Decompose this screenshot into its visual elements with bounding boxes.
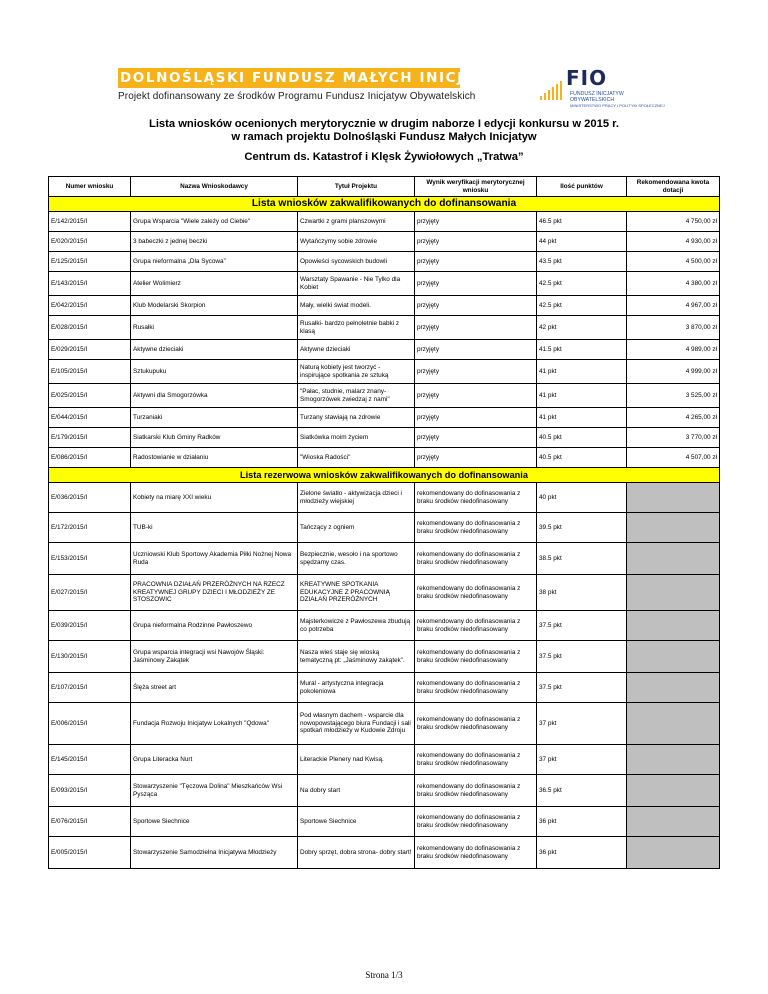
- project-title: Mural - artystyczna integracja pokoleniowa: [298, 673, 415, 703]
- verification-result: rekomendowany do dofinasowania z braku środków niedofinasowany: [415, 703, 537, 745]
- results-table: [48, 176, 720, 869]
- verification-result: przyjęty: [415, 316, 537, 340]
- applicant-name: Turzaniaki: [131, 408, 298, 428]
- grant-amount-empty: [627, 611, 720, 641]
- verification-result: rekomendowany do dofinasowania z braku środków niedofinasowany: [415, 641, 537, 673]
- verification-result: rekomendowany do dofinasowania z braku środków niedofinasowany: [415, 775, 537, 807]
- grant-amount: 4 500,00 zł: [627, 252, 720, 272]
- fio-logo-line1: FUNDUSZ INICJATYW: [570, 91, 624, 97]
- fio-logo: [540, 66, 665, 108]
- project-title: Mały, wielki świat modeli.: [298, 296, 415, 316]
- points: 37 pkt: [537, 745, 627, 775]
- column-header: Numer wniosku: [49, 177, 131, 197]
- grant-amount: 4 507,00 zł: [627, 448, 720, 468]
- project-title: Warsztaty Spawanie - Nie Tylko dla Kobiet: [298, 272, 415, 296]
- application-id: E/029/2015/I: [49, 340, 131, 360]
- application-id: E/130/2015/I: [49, 641, 131, 673]
- applicant-name: Grupa wsparcia integracji wsi Nawojów Śląski: Jaśminowy Zakątek: [131, 641, 298, 673]
- points: 36.5 pkt: [537, 775, 627, 807]
- verification-result: przyjęty: [415, 384, 537, 408]
- project-title: Rusałki- bardzo pełnoletnie babki z klasą: [298, 316, 415, 340]
- page-number: Strona 1/3: [365, 970, 403, 980]
- table-row: [49, 448, 720, 468]
- grant-amount: 4 750,00 zł: [627, 212, 720, 232]
- application-id: E/105/2015/I: [49, 360, 131, 384]
- application-id: E/142/2015/I: [49, 212, 131, 232]
- fio-logo-word: FIO: [566, 66, 608, 90]
- grant-amount: 3 770,00 zł: [627, 428, 720, 448]
- table-row: [49, 252, 720, 272]
- column-header: Rekomendowana kwota dotacji: [627, 177, 720, 197]
- points: 44 pkt: [537, 232, 627, 252]
- points: 36 pkt: [537, 837, 627, 869]
- points: 37 pkt: [537, 703, 627, 745]
- project-title: Sportowe Siechnice: [298, 807, 415, 837]
- applicant-name: TUB-ki: [131, 513, 298, 543]
- table-row: [49, 340, 720, 360]
- table-row: [49, 408, 720, 428]
- table-header: [49, 177, 720, 197]
- application-id: E/172/2015/I: [49, 513, 131, 543]
- column-header: Nazwa Wnioskodawcy: [131, 177, 298, 197]
- application-id: E/025/2015/I: [49, 384, 131, 408]
- verification-result: rekomendowany do dofinasowania z braku środków niedofinasowany: [415, 673, 537, 703]
- application-id: E/143/2015/I: [49, 272, 131, 296]
- verification-result: rekomendowany do dofinasowania z braku środków niedofinasowany: [415, 575, 537, 611]
- applicant-name: Uczniowski Klub Sportowy Akademia Piłki Nożnej Nowa Ruda: [131, 543, 298, 575]
- grant-amount: 3 870,00 zł: [627, 316, 720, 340]
- banner-subtitle: Projekt dofinansowany ze środków Programu Fundusz Inicjatyw Obywatelskich: [118, 91, 476, 102]
- points: 37.5 pkt: [537, 641, 627, 673]
- project-title: Dobry sprzęt, dobra strona- dobry start!: [298, 837, 415, 869]
- application-id: E/145/2015/I: [49, 745, 131, 775]
- table-row: [49, 483, 720, 513]
- applicant-name: Rusałki: [131, 316, 298, 340]
- application-id: E/006/2015/I: [49, 703, 131, 745]
- applicant-name: Fundacja Rozwoju Inicjatyw Lokalnych "Qdowa": [131, 703, 298, 745]
- applicant-name: Siatkarski Klub Gminy Radków: [131, 428, 298, 448]
- applicant-name: Sztukupuku: [131, 360, 298, 384]
- applicant-name: PRACOWNIA DZIAŁAŃ PRZERÓŻNYCH NA RZECZ KREATYWNEJ GRUPY DZIECI I MŁODZIEŻY ZE STOSZOWIC: [131, 575, 298, 611]
- table-row: [49, 745, 720, 775]
- verification-result: rekomendowany do dofinasowania z braku środków niedofinasowany: [415, 513, 537, 543]
- project-title: Tańczący z ogniem: [298, 513, 415, 543]
- table-row: [49, 316, 720, 340]
- verification-result: rekomendowany do dofinasowania z braku środków niedofinasowany: [415, 837, 537, 869]
- verification-result: przyjęty: [415, 360, 537, 384]
- table-row: [49, 360, 720, 384]
- verification-result: rekomendowany do dofinasowania z braku środków niedofinasowany: [415, 745, 537, 775]
- points: 42.5 pkt: [537, 296, 627, 316]
- applicant-name: Atelier Wolimierz: [131, 272, 298, 296]
- points: 41.5 pkt: [537, 340, 627, 360]
- applicant-name: Aktywne dzieciaki: [131, 340, 298, 360]
- project-title: Nasza wieś staje się wioską tematyczną pt: „Jaśminowy zakątek”.: [298, 641, 415, 673]
- table-row: [49, 232, 720, 252]
- table-row: [49, 807, 720, 837]
- project-title: Majsterkowicze z Pawłoszewa zbudują co potrzeba: [298, 611, 415, 641]
- applicant-name: Grupa Wsparcia "Wiele zależy od Ciebie": [131, 212, 298, 232]
- grant-amount-empty: [627, 745, 720, 775]
- applicant-name: Klub Modelarski Skorpion: [131, 296, 298, 316]
- grant-amount: 4 989,00 zł: [627, 340, 720, 360]
- application-id: E/020/2015/I: [49, 232, 131, 252]
- organizer-title: Centrum ds. Katastrof i Klęsk Żywiołowych „Tratwa”: [244, 151, 524, 163]
- verification-result: rekomendowany do dofinasowania z braku środków niedofinasowany: [415, 543, 537, 575]
- application-id: E/027/2015/I: [49, 575, 131, 611]
- fio-logo-line3: MINISTERSTWO PRACY I POLITYKI SPOŁECZNEJ: [570, 103, 665, 108]
- table-row: [49, 575, 720, 611]
- points: 46.5 pkt: [537, 212, 627, 232]
- fio-logo-line2: OBYWATELSKICH: [570, 97, 615, 103]
- grant-amount-empty: [627, 703, 720, 745]
- table-row: [49, 212, 720, 232]
- verification-result: przyjęty: [415, 296, 537, 316]
- column-header: Ilość punktów: [537, 177, 627, 197]
- applicant-name: Radostowianie w działaniu: [131, 448, 298, 468]
- project-title: "Pałac, studnie, malarz znany- Smogorzówek zwiedzaj z nami": [298, 384, 415, 408]
- application-id: E/107/2015/I: [49, 673, 131, 703]
- grant-amount: 4 930,00 zł: [627, 232, 720, 252]
- project-title: Zielone światło - aktywizacja dzieci i młodzieży wiejskiej: [298, 483, 415, 513]
- verification-result: przyjęty: [415, 232, 537, 252]
- project-title: Bezpiecznie, wesoło i na sportowo spędzamy czas.: [298, 543, 415, 575]
- application-id: E/039/2015/I: [49, 611, 131, 641]
- table-row: [49, 272, 720, 296]
- points: 37.5 pkt: [537, 611, 627, 641]
- table-row: [49, 543, 720, 575]
- points: 41 pkt: [537, 384, 627, 408]
- grant-amount: 4 967,00 zł: [627, 296, 720, 316]
- verification-result: przyjęty: [415, 448, 537, 468]
- grant-amount-empty: [627, 543, 720, 575]
- project-title: Opowieści sycowskich budowli: [298, 252, 415, 272]
- grant-amount-empty: [627, 673, 720, 703]
- verification-result: rekomendowany do dofinasowania z braku środków niedofinasowany: [415, 807, 537, 837]
- verification-result: przyjęty: [415, 428, 537, 448]
- table-row: [49, 837, 720, 869]
- project-title: Wytańczymy sobie zdrowie: [298, 232, 415, 252]
- application-id: E/036/2015/I: [49, 483, 131, 513]
- applicant-name: Stowarzyszenie "Tęczowa Dolina" Mieszkańców Wsi Pysząca: [131, 775, 298, 807]
- verification-result: rekomendowany do dofinasowania z braku środków niedofinasowany: [415, 483, 537, 513]
- applicant-name: Kobiety na miarę XXI wieku: [131, 483, 298, 513]
- points: 39.5 pkt: [537, 513, 627, 543]
- application-id: E/125/2015/I: [49, 252, 131, 272]
- project-title: Czwartki z grami planszowymi: [298, 212, 415, 232]
- verification-result: przyjęty: [415, 272, 537, 296]
- application-id: E/028/2015/I: [49, 316, 131, 340]
- points: 38 pkt: [537, 575, 627, 611]
- application-id: E/005/2015/I: [49, 837, 131, 869]
- grant-amount: 4 265,00 zł: [627, 408, 720, 428]
- application-id: E/086/2015/I: [49, 448, 131, 468]
- table-row: [49, 611, 720, 641]
- table-row: [49, 513, 720, 543]
- project-title: Pod własnym dachem - wsparcie dla nowopowstającego biura Fundacji i sali spotkań młodzieży w Kudowie Zdroju: [298, 703, 415, 745]
- points: 42.5 pkt: [537, 272, 627, 296]
- points: 41 pkt: [537, 408, 627, 428]
- table-row: [49, 384, 720, 408]
- applicant-name: Stowarzyszenie Samodzielna Inicjatywa Młodzieży: [131, 837, 298, 869]
- application-id: E/076/2015/I: [49, 807, 131, 837]
- table-row: [49, 673, 720, 703]
- points: 40.5 pkt: [537, 448, 627, 468]
- grant-amount: 4 999,00 zł: [627, 360, 720, 384]
- table-row: [49, 296, 720, 316]
- application-id: E/042/2015/I: [49, 296, 131, 316]
- project-title: Turzany stawiają na zdrowie: [298, 408, 415, 428]
- points: 43.5 pkt: [537, 252, 627, 272]
- points: 41 pkt: [537, 360, 627, 384]
- points: 40.5 pkt: [537, 428, 627, 448]
- points: 42 pkt: [537, 316, 627, 340]
- project-title: Siatkówka moim życiem: [298, 428, 415, 448]
- points: 38.5 pkt: [537, 543, 627, 575]
- application-id: E/153/2015/I: [49, 543, 131, 575]
- project-title: KREATYWNE SPOTKANIA EDUKACYJNE Z PRACOWNIĄ DZIAŁAŃ PRZERÓŻNYCH: [298, 575, 415, 611]
- applicant-name: 3 babeczki z jednej beczki: [131, 232, 298, 252]
- verification-result: przyjęty: [415, 212, 537, 232]
- points: 36 pkt: [537, 807, 627, 837]
- project-title: Na dobry start: [298, 775, 415, 807]
- grant-amount-empty: [627, 837, 720, 869]
- dfmi-banner: [118, 68, 514, 102]
- column-header: Tytuł Projektu: [298, 177, 415, 197]
- grant-amount: 4 380,00 zł: [627, 272, 720, 296]
- page-title-line2: w ramach projektu Dolnośląski Fundusz Małych Inicjatyw: [231, 131, 537, 143]
- points: 37.5 pkt: [537, 673, 627, 703]
- applicant-name: Sportowe Siechnice: [131, 807, 298, 837]
- grant-amount-empty: [627, 641, 720, 673]
- project-title: Aktywne dzieciaki: [298, 340, 415, 360]
- page-title: Lista wniosków ocenionych merytorycznie w drugim naborze I edycji konkursu w 2015 r.: [148, 118, 619, 130]
- applicant-name: Ślęża street art: [131, 673, 298, 703]
- application-id: E/093/2015/I: [49, 775, 131, 807]
- column-header: Wynik weryfikacji merytorycznej wniosku: [415, 177, 537, 197]
- verification-result: przyjęty: [415, 252, 537, 272]
- points: 40 pkt: [537, 483, 627, 513]
- application-id: E/044/2015/I: [49, 408, 131, 428]
- grant-amount-empty: [627, 575, 720, 611]
- project-title: "Wioska Radości": [298, 448, 415, 468]
- project-title: Naturą kobiety jest tworzyć - inspirujące spotkania ze sztuką: [298, 360, 415, 384]
- verification-result: przyjęty: [415, 340, 537, 360]
- table-row: [49, 641, 720, 673]
- section-title: Lista wniosków zakwalifikowanych do dofinansowania: [49, 197, 720, 212]
- verification-result: przyjęty: [415, 408, 537, 428]
- applicant-name: Grupa Literacka Nurt: [131, 745, 298, 775]
- applicant-name: Grupa nieformalna Rodzinne Pawłoszewo: [131, 611, 298, 641]
- table-row: [49, 428, 720, 448]
- project-title: Literackie Plenery nad Kwisą.: [298, 745, 415, 775]
- banner-title: DOLNOŚLĄSKI FUNDUSZ MAŁYCH INICJATYW: [120, 70, 514, 86]
- applicant-name: Aktywni dla Smogorzówka: [131, 384, 298, 408]
- section-title: Lista rezerwowa wniosków zakwalifikowanych do dofinansowania: [49, 468, 720, 483]
- grant-amount-empty: [627, 807, 720, 837]
- section-qualified: [49, 197, 720, 212]
- verification-result: rekomendowany do dofinasowania z braku środków niedofinasowany: [415, 611, 537, 641]
- table-row: [49, 775, 720, 807]
- section-reserve: [49, 468, 720, 483]
- grant-amount: 3 525,00 zł: [627, 384, 720, 408]
- table-row: [49, 703, 720, 745]
- grant-amount-empty: [627, 775, 720, 807]
- grant-amount-empty: [627, 483, 720, 513]
- applicant-name: Grupa nieformalna „Dla Sycowa”: [131, 252, 298, 272]
- grant-amount-empty: [627, 513, 720, 543]
- application-id: E/179/2015/I: [49, 428, 131, 448]
